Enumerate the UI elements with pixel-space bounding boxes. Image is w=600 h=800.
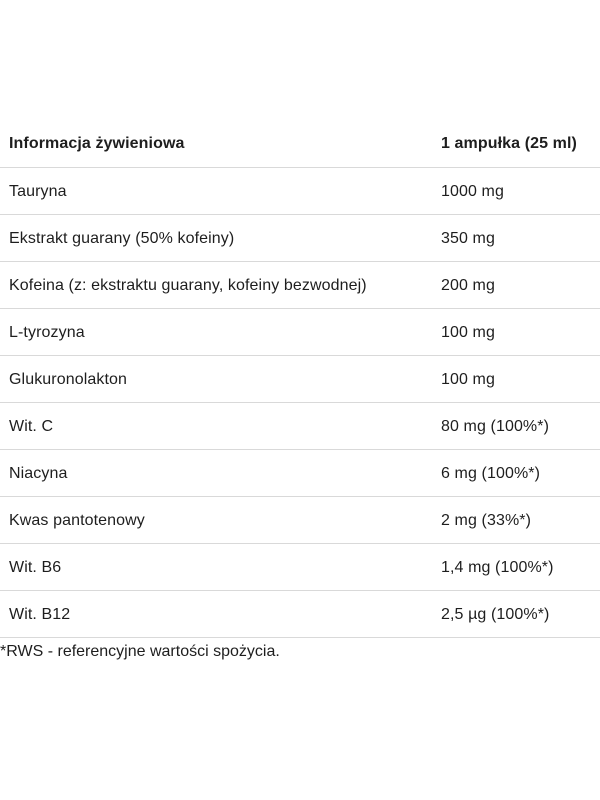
table-header-row (0, 121, 600, 168)
table-row (0, 357, 600, 403)
ingredient-amount: 100 mg (441, 323, 495, 341)
ingredient-name: Wit. C (9, 417, 54, 435)
ingredient-name: Wit. B12 (9, 605, 71, 623)
table-row (0, 216, 600, 262)
ingredient-amount: 80 mg (100%*) (441, 417, 550, 435)
table-row (0, 498, 600, 544)
table-row (0, 404, 600, 450)
ingredient-amount: 200 mg (441, 276, 495, 294)
ingredient-name: Wit. B6 (9, 558, 62, 576)
table-row (0, 545, 600, 591)
table-row (0, 169, 600, 215)
header-name-cell: Informacja żywieniowa (9, 135, 185, 152)
ingredient-amount: 2,5 µg (100%*) (441, 605, 550, 623)
header-value-cell: 1 ampułka (25 ml) (441, 135, 577, 152)
ingredient-name: L-tyrozyna (9, 323, 85, 341)
ingredient-name: Kwas pantotenowy (9, 511, 145, 529)
ingredient-amount: 350 mg (441, 229, 495, 247)
ingredient-name: Tauryna (9, 182, 67, 200)
ingredient-amount: 1000 mg (441, 182, 504, 200)
ingredient-name: Niacyna (9, 464, 68, 482)
nutrition-table (0, 121, 600, 639)
ingredient-amount: 100 mg (441, 370, 495, 388)
ingredient-name: Kofeina (z: ekstraktu guarany, kofeiny bezwodnej) (9, 276, 367, 294)
footnote: *RWS - referencyjne wartości spożycia. (0, 643, 280, 660)
table-row (0, 263, 600, 309)
ingredient-name: Glukuronolakton (9, 370, 128, 388)
ingredient-amount: 2 mg (33%*) (441, 511, 532, 529)
ingredient-amount: 1,4 mg (100%*) (441, 558, 554, 576)
table-row (0, 451, 600, 497)
ingredient-amount: 6 mg (100%*) (441, 464, 541, 482)
table-row (0, 310, 600, 356)
table-row (0, 592, 600, 638)
ingredient-name: Ekstrakt guarany (50% kofeiny) (9, 229, 235, 247)
